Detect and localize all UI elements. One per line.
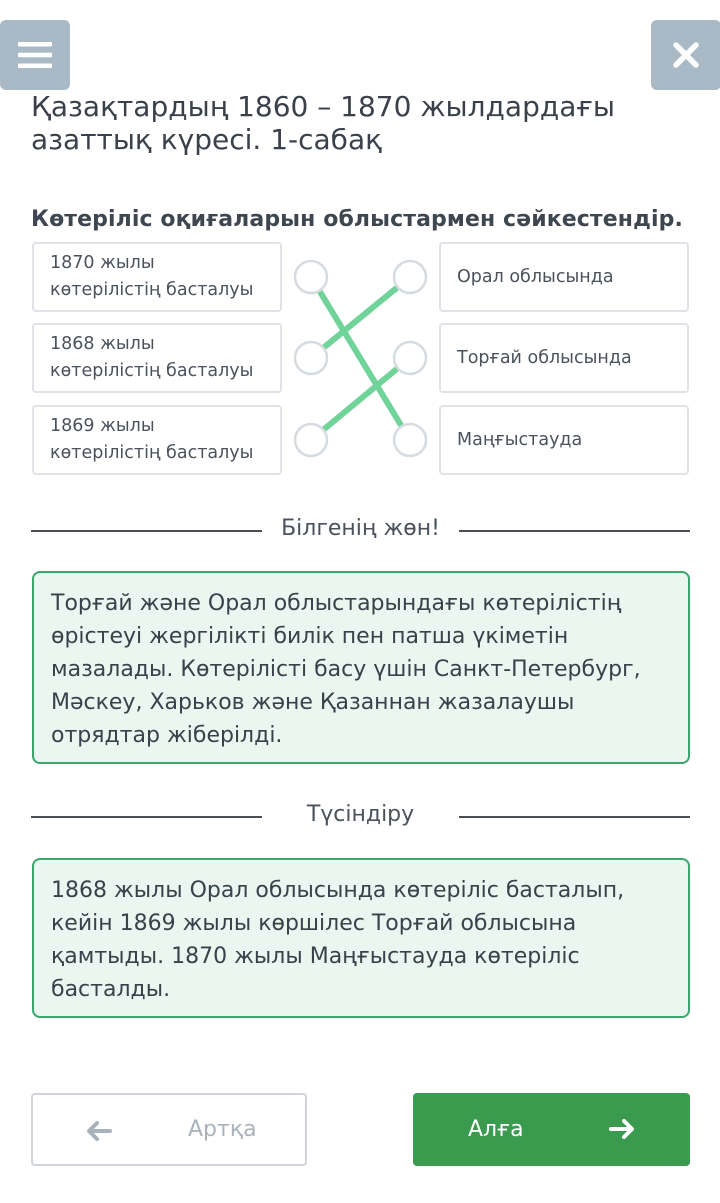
- lesson-title-line2: азаттық күресі. 1-сабақ: [31, 123, 383, 156]
- back-label: Артқа: [188, 1117, 257, 1142]
- left-item-year: 1868 жылы: [50, 334, 155, 354]
- left-connector-3[interactable]: [295, 424, 327, 456]
- arrow-right-icon: [609, 1119, 635, 1139]
- explanation-divider: [31, 802, 690, 832]
- left-item-desc: көтерілістің басталуы: [50, 361, 254, 381]
- feedback-panel: [32, 571, 690, 764]
- match-line-2: [311, 277, 410, 358]
- right-connector-1[interactable]: [394, 261, 426, 293]
- arrow-left-icon: [86, 1121, 112, 1141]
- left-item-1868[interactable]: [32, 323, 282, 393]
- right-item-label: Маңғыстауда: [457, 429, 583, 450]
- next-label: Алға: [468, 1117, 524, 1142]
- left-item-year: 1870 жылы: [50, 253, 155, 273]
- left-item-text: [50, 413, 253, 467]
- back-button[interactable]: [31, 1093, 307, 1166]
- feedback-text: Торғай және Орал облыстарындағы көтерілістің өрістеуі жергілікті билік пен патша үкіметін мазалады. Көтерілісті басу үшін Санкт-Петербург, Мәскеу, Харьков және Қазаннан жазалаушы отрядтар жіберілді.: [51, 591, 641, 748]
- left-item-text: [50, 331, 253, 385]
- left-item-text: [50, 250, 253, 304]
- question-text: Көтеріліс оқиғаларын облыстармен сәйкестендір.: [31, 207, 683, 232]
- left-item-desc: көтерілістің басталуы: [50, 443, 254, 463]
- left-item-year: 1869 жылы: [50, 416, 155, 436]
- right-item-mangystau[interactable]: [439, 405, 689, 475]
- right-item-label: Торғай облысында: [457, 347, 632, 368]
- feedback-divider: [31, 516, 690, 546]
- left-item-desc: көтерілістің басталуы: [50, 280, 254, 300]
- right-item-oral[interactable]: [439, 242, 689, 312]
- left-item-1869[interactable]: [32, 405, 282, 475]
- right-item-torgai[interactable]: [439, 323, 689, 393]
- left-connector-2[interactable]: [295, 342, 327, 374]
- explanation-panel: [32, 858, 690, 1018]
- feedback-heading: Білгенің жөн!: [281, 516, 440, 541]
- next-button[interactable]: [413, 1093, 690, 1166]
- left-item-1870[interactable]: [32, 242, 282, 312]
- right-connector-3[interactable]: [394, 424, 426, 456]
- explanation-text: 1868 жылы Орал облысында көтеріліс басталып, кейін 1869 жылы көршілес Торғай облысына қамтыды. 1870 жылы Маңғыстауда көтеріліс басталды.: [51, 878, 625, 1002]
- left-connector-1[interactable]: [295, 261, 327, 293]
- right-connector-2[interactable]: [394, 342, 426, 374]
- lesson-title-line1: Қазақтардың 1860 – 1870 жылдардағы: [31, 90, 615, 123]
- match-line-3: [311, 358, 410, 440]
- right-item-label: Орал облысында: [457, 266, 614, 287]
- explanation-heading: Түсіндіру: [306, 802, 415, 827]
